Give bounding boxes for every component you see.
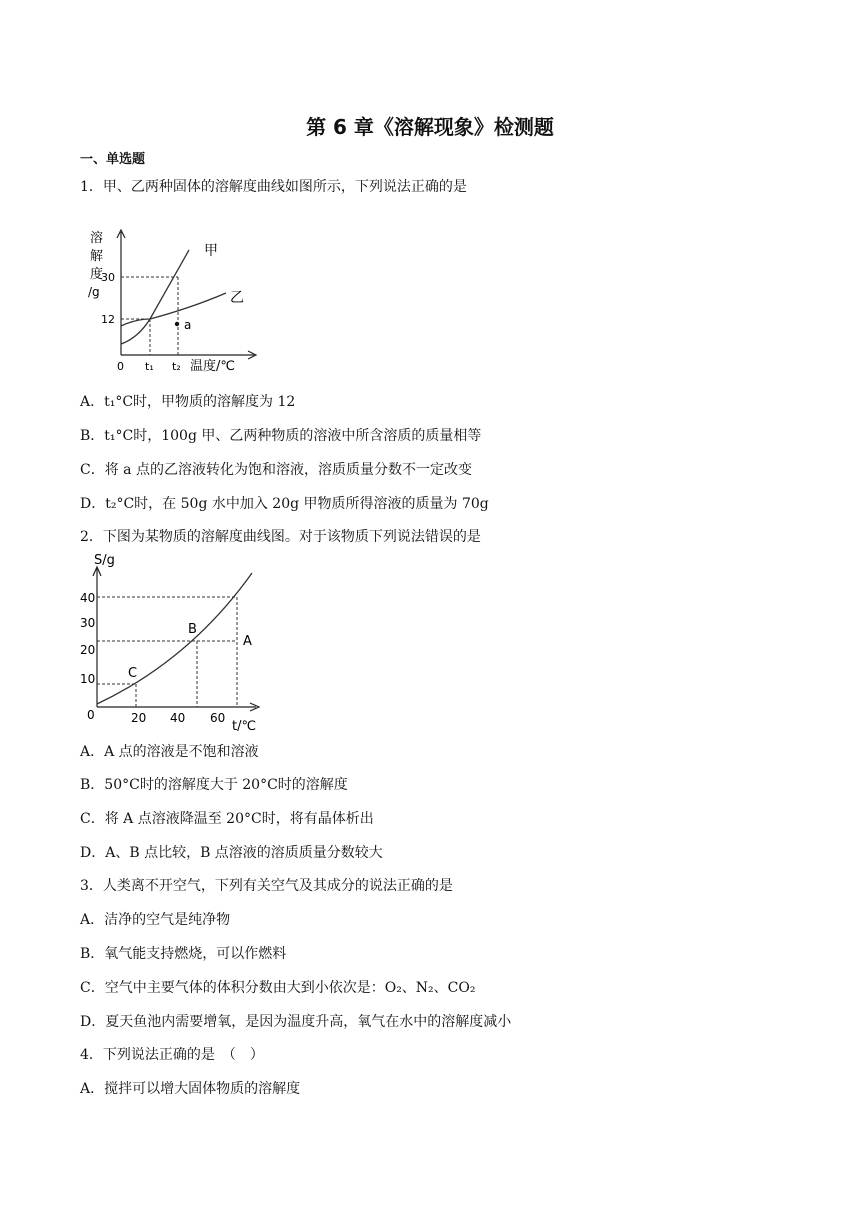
q1-xlabel: 温度/℃ xyxy=(190,359,235,374)
q1-ytick-30: 30 xyxy=(101,271,115,284)
q2-point-b-label: B xyxy=(188,622,197,637)
q1-ylabel-1: 溶 xyxy=(90,231,104,246)
q1-series-yi: 乙 xyxy=(230,290,244,306)
q1-xtick-t2: t₂ xyxy=(172,360,181,373)
question-3-stem: 3．人类离不开空气，下列有关空气及其成分的说法正确的是 xyxy=(80,878,453,894)
q2-xtick-60: 60 xyxy=(210,711,226,725)
q2-ytick-10: 10 xyxy=(80,672,96,686)
q1-point-a-label: a xyxy=(184,318,192,332)
question-1-figure xyxy=(76,220,266,376)
question-1-option-c: C．将 a 点的乙溶液转化为饱和溶液，溶质质量分数不一定改变 xyxy=(80,462,472,478)
question-2-option-c: C．将 A 点溶液降温至 20°C时，将有晶体析出 xyxy=(80,811,374,827)
page-title: 第 6 章《溶解现象》检测题 xyxy=(306,115,554,139)
question-4-option-a: A．搅拌可以增大固体物质的溶解度 xyxy=(80,1081,301,1097)
q2-point-c-label: C xyxy=(128,666,138,681)
q1-ytick-12: 12 xyxy=(101,313,115,326)
question-1-option-d: D．t₂°C时，在 50g 水中加入 20g 甲物质所得溶液的质量为 70g xyxy=(80,496,489,512)
question-1-stem: 1．甲、乙两种固体的溶解度曲线如图所示，下列说法正确的是 xyxy=(80,179,467,195)
q1-point-a xyxy=(175,322,179,326)
question-3-option-b: B．氧气能支持燃烧，可以作燃料 xyxy=(80,946,287,962)
q2-xtick-40: 40 xyxy=(170,711,186,725)
q2-ylabel: S/g xyxy=(94,553,115,568)
q2-xtick-20: 20 xyxy=(131,711,147,725)
q1-xtick-t1: t₁ xyxy=(145,360,154,373)
q2-point-a-label: A xyxy=(243,634,252,649)
q1-xtick-0: 0 xyxy=(117,360,124,373)
question-4-stem: 4．下列说法正确的是 （ ） xyxy=(80,1047,264,1063)
q2-solubility-curve xyxy=(97,573,252,704)
q2-ytick-40: 40 xyxy=(80,591,96,605)
question-3-option-c: C．空气中主要气体的体积分数由大到小依次是：O₂、N₂、CO₂ xyxy=(80,980,476,996)
question-1-option-a: A．t₁°C时，甲物质的溶解度为 12 xyxy=(80,394,296,410)
question-1-option-b: B．t₁°C时，100g 甲、乙两种物质的溶液中所含溶质的质量相等 xyxy=(80,428,482,444)
q2-xlabel: t/℃ xyxy=(232,719,257,734)
q1-ylabel-3: 度 xyxy=(90,267,104,282)
section-heading: 一、单选题 xyxy=(80,152,146,167)
q1-series-jia: 甲 xyxy=(204,243,218,259)
question-2-figure xyxy=(80,550,270,736)
question-2-stem: 2．下图为某物质的溶解度曲线图。对于该物质下列说法错误的是 xyxy=(80,529,481,545)
q1-curve-jia xyxy=(121,250,192,344)
q1-ylabel-2: 解 xyxy=(90,249,104,264)
q1-curve-yi xyxy=(121,293,226,326)
question-2-option-a: A．A 点的溶液是不饱和溶液 xyxy=(80,744,259,760)
question-3-option-d: D．夏天鱼池内需要增氧，是因为温度升高，氧气在水中的溶解度减小 xyxy=(80,1014,512,1030)
question-2-option-b: B．50°C时的溶解度大于 20°C时的溶解度 xyxy=(80,777,348,793)
question-3-option-a: A．洁净的空气是纯净物 xyxy=(80,912,231,928)
q2-ytick-30: 30 xyxy=(80,616,96,630)
question-2-option-d: D．A、B 点比较，B 点溶液的溶质质量分数较大 xyxy=(80,845,383,861)
q1-ylabel-4: /g xyxy=(88,285,100,299)
q2-xtick-0: 0 xyxy=(87,708,95,722)
q2-ytick-20: 20 xyxy=(80,643,96,657)
